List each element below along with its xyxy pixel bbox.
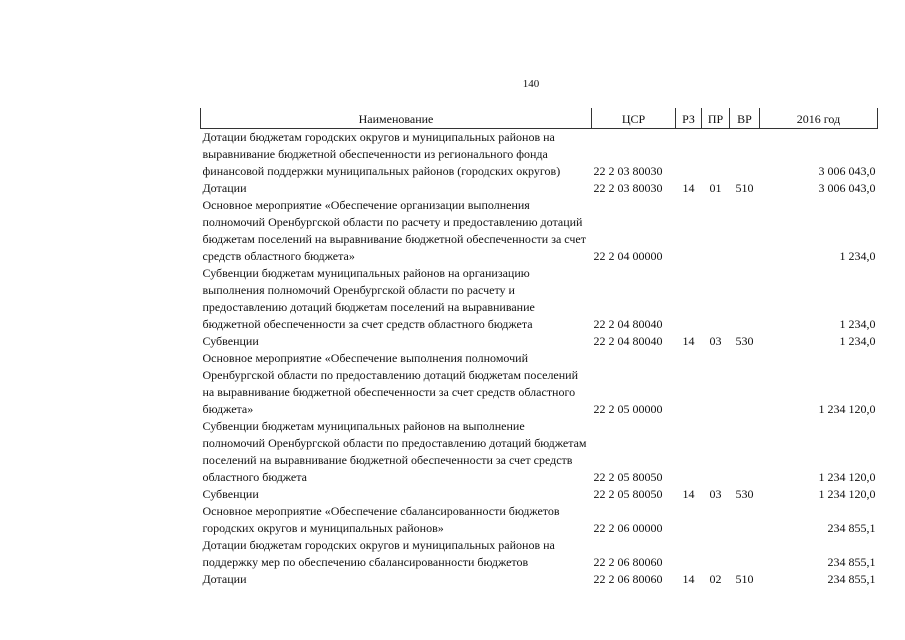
header-vr: ВР xyxy=(730,108,760,129)
row-csr: 22 2 04 80040 xyxy=(593,334,663,348)
row-value: 234 855,1 xyxy=(827,572,876,586)
table-row xyxy=(201,486,878,503)
row-name: Дотации бюджетам городских округов и муниципальных районов на поддержку мер по обеспечению сбалансированности бюджетов xyxy=(202,538,555,569)
row-name: Основное мероприятие «Обеспечение выполнения полномочий Оренбургской области по предоставлению дотаций бюджетам поселений на выравнивание бюджетной обеспеченности за счет средств областного бюджета» xyxy=(202,351,579,416)
row-pr xyxy=(702,265,730,333)
row-rz: 14 xyxy=(682,572,695,586)
row-name: Основное мероприятие «Обеспечение организации выполнения полномочий Оренбургской области по расчету и предоставлению дотаций бюджетам поселений на выравнивание бюджетной обеспеченности за счет средств областного бюджета» xyxy=(202,198,586,263)
row-vr xyxy=(730,537,760,571)
row-vr: 510 xyxy=(735,572,754,586)
table-row xyxy=(201,537,878,571)
row-vr: 530 xyxy=(735,334,754,348)
row-pr: 03 xyxy=(709,487,722,501)
row-name: Субвенции бюджетам муниципальных районов на организацию выполнения полномочий Оренбургской области по расчету и предоставлению дотаций бюджетам поселений на выравнивание бюджетной обеспеченности за счет средств областного бюджета xyxy=(202,266,535,331)
row-pr xyxy=(702,197,730,265)
row-name: Дотации xyxy=(202,572,247,586)
header-pr: ПР xyxy=(702,108,730,129)
row-vr xyxy=(730,129,760,181)
row-rz xyxy=(676,418,702,486)
row-pr: 01 xyxy=(709,181,722,195)
row-value: 1 234,0 xyxy=(839,249,876,263)
row-value: 1 234 120,0 xyxy=(818,402,876,416)
table-body xyxy=(201,129,878,589)
row-name: Дотации бюджетам городских округов и муниципальных районов на выравнивание бюджетной обеспеченности из регионального фонда финансовой поддержки муниципальных районов (городских округов) xyxy=(202,130,561,178)
row-rz xyxy=(676,265,702,333)
row-rz: 14 xyxy=(682,181,695,195)
table-row xyxy=(201,265,878,333)
table-row xyxy=(201,571,878,588)
page-number: 140 xyxy=(522,78,540,90)
header-rz: РЗ xyxy=(676,108,702,129)
row-value: 1 234 120,0 xyxy=(818,470,876,484)
row-value: 1 234,0 xyxy=(839,317,876,331)
row-pr xyxy=(702,350,730,418)
row-rz xyxy=(676,537,702,571)
header-year: 2016 год xyxy=(760,108,878,129)
row-vr xyxy=(730,197,760,265)
row-vr: 530 xyxy=(735,487,754,501)
row-rz xyxy=(676,350,702,418)
row-rz xyxy=(676,503,702,537)
row-name: Субвенции xyxy=(202,487,259,501)
row-name: Дотации xyxy=(202,181,247,195)
row-csr: 22 2 06 00000 xyxy=(593,521,663,535)
row-name: Субвенции xyxy=(202,334,259,348)
row-value: 3 006 043,0 xyxy=(818,164,876,178)
row-vr xyxy=(730,503,760,537)
table-header xyxy=(201,108,878,129)
row-vr xyxy=(730,265,760,333)
row-csr: 22 2 03 80030 xyxy=(593,181,663,195)
row-csr: 22 2 06 80060 xyxy=(593,572,663,586)
row-pr xyxy=(702,418,730,486)
row-csr: 22 2 05 80050 xyxy=(593,487,663,501)
table-row xyxy=(201,197,878,265)
row-value: 234 855,1 xyxy=(827,521,876,535)
row-pr xyxy=(702,537,730,571)
row-pr xyxy=(702,503,730,537)
row-csr: 22 2 05 00000 xyxy=(593,402,663,416)
row-csr: 22 2 03 80030 xyxy=(593,164,663,178)
row-value: 1 234,0 xyxy=(839,334,876,348)
row-vr xyxy=(730,418,760,486)
budget-table xyxy=(200,108,878,588)
table-row xyxy=(201,129,878,181)
table-row xyxy=(201,333,878,350)
row-value: 234 855,1 xyxy=(827,555,876,569)
row-pr: 03 xyxy=(709,334,722,348)
row-csr: 22 2 06 80060 xyxy=(593,555,663,569)
row-csr: 22 2 04 00000 xyxy=(593,249,663,263)
row-value: 3 006 043,0 xyxy=(818,181,876,195)
table-row xyxy=(201,418,878,486)
header-name: Наименование xyxy=(201,108,592,129)
row-vr xyxy=(730,350,760,418)
table-row xyxy=(201,350,878,418)
row-rz: 14 xyxy=(682,487,695,501)
row-rz: 14 xyxy=(682,334,695,348)
row-rz xyxy=(676,129,702,181)
row-rz xyxy=(676,197,702,265)
table-row xyxy=(201,180,878,197)
row-name: Основное мероприятие «Обеспечение сбалансированности бюджетов городских округов и муниципальных районов» xyxy=(202,504,560,535)
row-pr xyxy=(702,129,730,181)
row-value: 1 234 120,0 xyxy=(818,487,876,501)
row-csr: 22 2 05 80050 xyxy=(593,470,663,484)
table-row xyxy=(201,503,878,537)
row-csr: 22 2 04 80040 xyxy=(593,317,663,331)
row-pr: 02 xyxy=(709,572,722,586)
row-vr: 510 xyxy=(735,181,754,195)
header-csr: ЦСР xyxy=(592,108,676,129)
row-name: Субвенции бюджетам муниципальных районов на выполнение полномочий Оренбургской области по предоставлению дотаций бюджетам поселений на выравнивание бюджетной обеспеченности за счет средств областного бюджета xyxy=(202,419,587,484)
